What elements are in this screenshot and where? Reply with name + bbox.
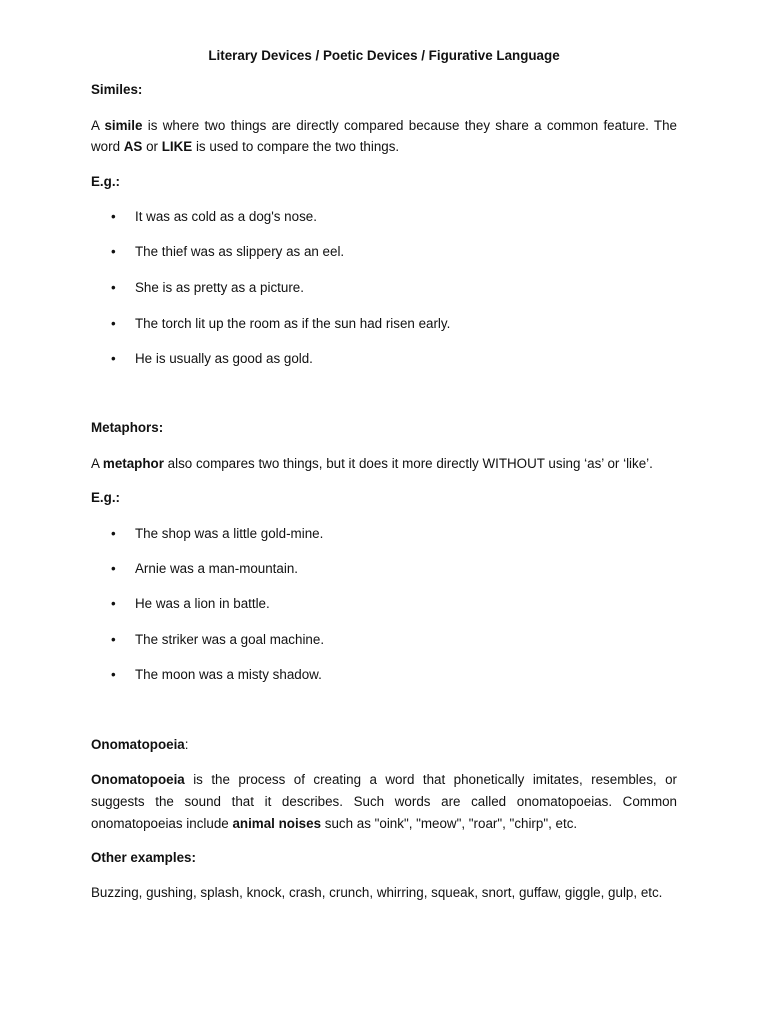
bullet: • — [111, 351, 116, 366]
text-run: also compares two things, but it does it more directly WITHOUT using ‘as’ or ‘like’. — [163, 456, 653, 471]
page-title: Literary Devices / Poetic Devices / Figurative Language — [208, 48, 560, 63]
bullet: • — [111, 596, 116, 611]
like-term: LIKE — [161, 139, 193, 154]
bullet: • — [111, 526, 116, 541]
bullet: • — [111, 561, 116, 576]
similes-eg-label: E.g.: — [91, 174, 121, 189]
metaphors-heading: Metaphors: — [91, 420, 164, 435]
list-item: He was a lion in battle. — [135, 596, 270, 611]
other-examples-heading: Other examples: — [91, 850, 196, 865]
as-term: AS — [123, 139, 143, 154]
text-run: is the process of creating a word that phonetically imitates, resembles, or — [184, 772, 677, 787]
list-item: The shop was a little gold-mine. — [135, 526, 324, 541]
onomatopoeia-term: Onomatopoeia — [91, 772, 185, 787]
similes-paragraph-line1 — [91, 118, 677, 134]
onomatopoeia-paragraph-line1 — [91, 772, 677, 788]
list-item: The moon was a misty shadow. — [135, 667, 322, 682]
simile-term: simile — [104, 118, 143, 133]
text-run: is where two things are directly compared because they share a common feature. The — [142, 118, 677, 133]
text-run: is used to compare the two things. — [192, 139, 400, 154]
list-item: Arnie was a man-mountain. — [135, 561, 298, 576]
bullet: • — [111, 632, 116, 647]
bullet: • — [111, 667, 116, 682]
metaphor-term: metaphor — [102, 456, 164, 471]
other-examples-text: Buzzing, gushing, splash, knock, crash, crunch, whirring, squeak, snort, guffaw, giggle, gulp, etc. — [91, 885, 663, 900]
text-run: or — [142, 139, 162, 154]
heading-colon: : — [184, 737, 189, 752]
text-run: A — [91, 456, 103, 471]
list-item: The striker was a goal machine. — [135, 632, 325, 647]
list-item: She is as pretty as a picture. — [135, 280, 304, 295]
text-run: A — [91, 118, 105, 133]
onomatopoeia-heading — [91, 737, 188, 753]
similes-paragraph-line2 — [91, 139, 399, 155]
bullet: • — [111, 316, 116, 331]
onomatopoeia-paragraph-line2: suggests the sound that it describes. Such words are called onomatopoeias. Common — [91, 794, 677, 809]
onomatopoeia-paragraph-line3 — [91, 816, 577, 832]
text-run: such as "oink", "meow", "roar", "chirp", etc. — [321, 816, 578, 831]
text-run: onomatopoeias include — [91, 816, 233, 831]
metaphors-eg-label: E.g.: — [91, 490, 121, 505]
similes-heading: Similes: — [91, 82, 143, 97]
animal-noises-term: animal noises — [232, 816, 322, 831]
metaphors-paragraph — [91, 456, 653, 472]
list-item: The thief was as slippery as an eel. — [135, 244, 345, 259]
list-item: He is usually as good as gold. — [135, 351, 313, 366]
bullet: • — [111, 280, 116, 295]
bullet: • — [111, 244, 116, 259]
bullet: • — [111, 209, 116, 224]
text-run: word — [91, 139, 124, 154]
heading-text: Onomatopoeia — [91, 737, 185, 752]
list-item: It was as cold as a dog's nose. — [135, 209, 317, 224]
list-item: The torch lit up the room as if the sun had risen early. — [135, 316, 451, 331]
